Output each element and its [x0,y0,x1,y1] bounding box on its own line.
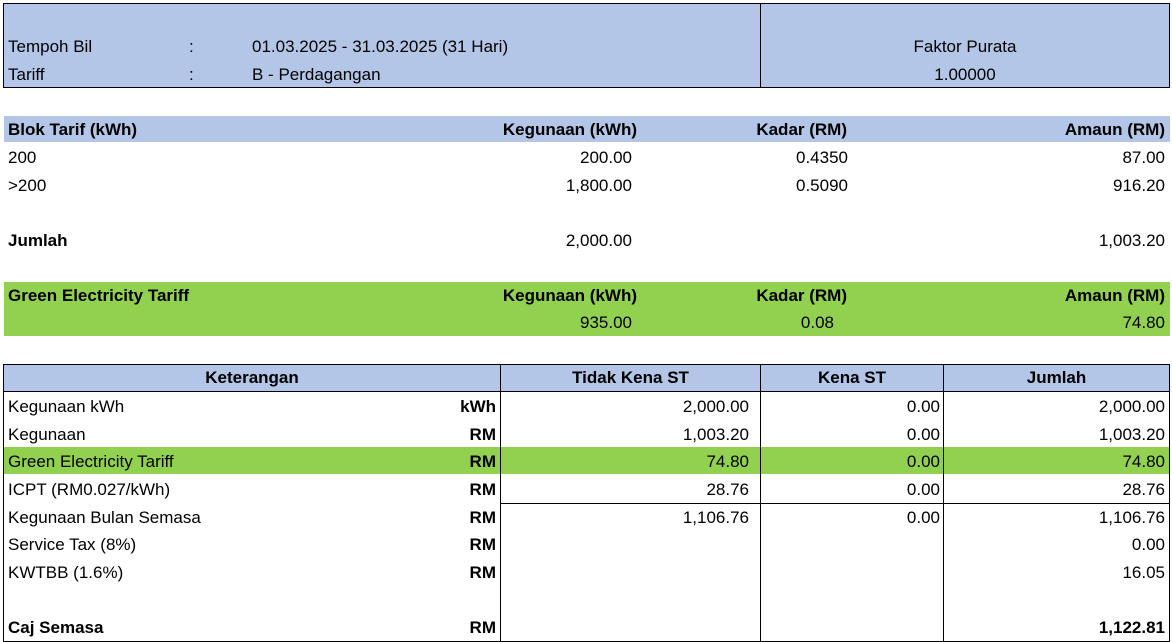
summary-col-total: Jumlah [1026,368,1087,387]
tariff-row-1-amount: 87.00 [1122,148,1165,167]
grand-total-amount: 1,122.81 [1098,618,1165,637]
summary-row-7-total: 16.05 [1122,563,1165,582]
period-value: 01.03.2025 - 31.03.2025 (31 Hari) [252,37,509,56]
period-label: Tempoh Bil [8,37,93,56]
summary-row-1-non-taxable: 2,000.00 [682,397,749,416]
summary-col-description: Keterangan [205,368,299,387]
tariff-block-col-rate: Kadar (RM) [756,120,847,139]
factor-label: Faktor Purata [913,37,1017,56]
summary-row-2-total: 1,003.20 [1098,425,1165,444]
tariff-total-amount: 1,003.20 [1098,231,1165,250]
summary-row-1-label: Kegunaan kWh [8,397,125,416]
green-tariff-col-amount: Amaun (RM) [1064,286,1165,305]
tariff-row-1-usage: 200.00 [580,148,632,167]
summary-row-7-unit: RM [469,563,496,582]
summary-row-1-taxable: 0.00 [906,397,940,416]
summary-row-4-non-taxable: 28.76 [706,480,749,499]
tariff-block-col-block: Blok Tarif (kWh) [8,120,138,139]
factor-value: 1.00000 [934,65,996,84]
summary-row-1-unit: kWh [460,397,496,416]
tariff-block-col-amount: Amaun (RM) [1064,120,1165,139]
summary-row-3-total: 74.80 [1122,452,1165,471]
tariff-row-2-usage: 1,800.00 [565,176,632,195]
tariff-separator: : [189,65,194,84]
header-border-top [3,3,1170,4]
summary-row-7-label: KWTBB (1.6%) [8,563,124,582]
summary-row-2-label: Kegunaan [8,425,86,444]
summary-row-6-unit: RM [469,535,496,554]
summary-row-5-label: Kegunaan Bulan Semasa [8,508,201,527]
header-border-left [3,3,4,88]
summary-row-5-taxable: 0.00 [906,508,940,527]
summary-row-4-total: 28.76 [1122,480,1165,499]
summary-row-4-unit: RM [469,480,496,499]
header-border-bottom [3,87,1170,88]
tariff-row-1-rate: 0.4350 [796,148,848,167]
tariff-row-2-block: >200 [8,176,47,195]
summary-row-3-non-taxable: 74.80 [706,452,749,471]
summary-row-2-non-taxable: 1,003.20 [682,425,749,444]
summary-row-2-taxable: 0.00 [906,425,940,444]
summary-row-6-total: 0.00 [1131,535,1165,554]
summary-row-6-label: Service Tax (8%) [8,535,137,554]
summary-row-4-taxable: 0.00 [906,480,940,499]
grand-total-unit: RM [469,618,496,637]
subtotal-rule [500,503,1170,504]
green-tariff-usage: 935.00 [580,313,632,332]
summary-row-4-label: ICPT (RM0.027/kWh) [8,480,171,499]
summary-header-border [3,391,1170,392]
tariff-row-2-amount: 916.20 [1113,176,1165,195]
green-tariff-amount: 74.80 [1122,313,1165,332]
green-tariff-col-usage: Kegunaan (kWh) [502,286,637,305]
grand-total-label: Caj Semasa [8,618,104,637]
header-border-right [1169,3,1170,88]
summary-row-5-unit: RM [469,508,496,527]
tariff-row-2-rate: 0.5090 [796,176,848,195]
tariff-label: Tariff [8,65,45,84]
green-tariff-col-rate: Kadar (RM) [756,286,847,305]
tariff-total-usage: 2,000.00 [565,231,632,250]
summary-border-left [3,364,4,642]
green-tariff-rate: 0.08 [800,313,834,332]
summary-row-1-total: 2,000.00 [1098,397,1165,416]
tariff-row-1-block: 200 [8,148,37,167]
summary-col-non-taxable: Tidak Kena ST [572,368,689,387]
summary-row-3-label: Green Electricity Tariff [8,452,174,471]
summary-row-3-taxable: 0.00 [906,452,940,471]
tariff-total-label: Jumlah [8,231,68,250]
green-tariff-title: Green Electricity Tariff [8,286,190,305]
period-separator: : [189,37,194,56]
tariff-block-col-usage: Kegunaan (kWh) [502,120,637,139]
summary-row-5-total: 1,106.76 [1098,508,1165,527]
summary-border-top [3,364,1170,365]
tariff-value: B - Perdagangan [252,65,381,84]
summary-col-taxable: Kena ST [817,368,887,387]
summary-row-3-unit: RM [469,452,496,471]
summary-row-2-unit: RM [469,425,496,444]
summary-row-5-non-taxable: 1,106.76 [682,508,749,527]
